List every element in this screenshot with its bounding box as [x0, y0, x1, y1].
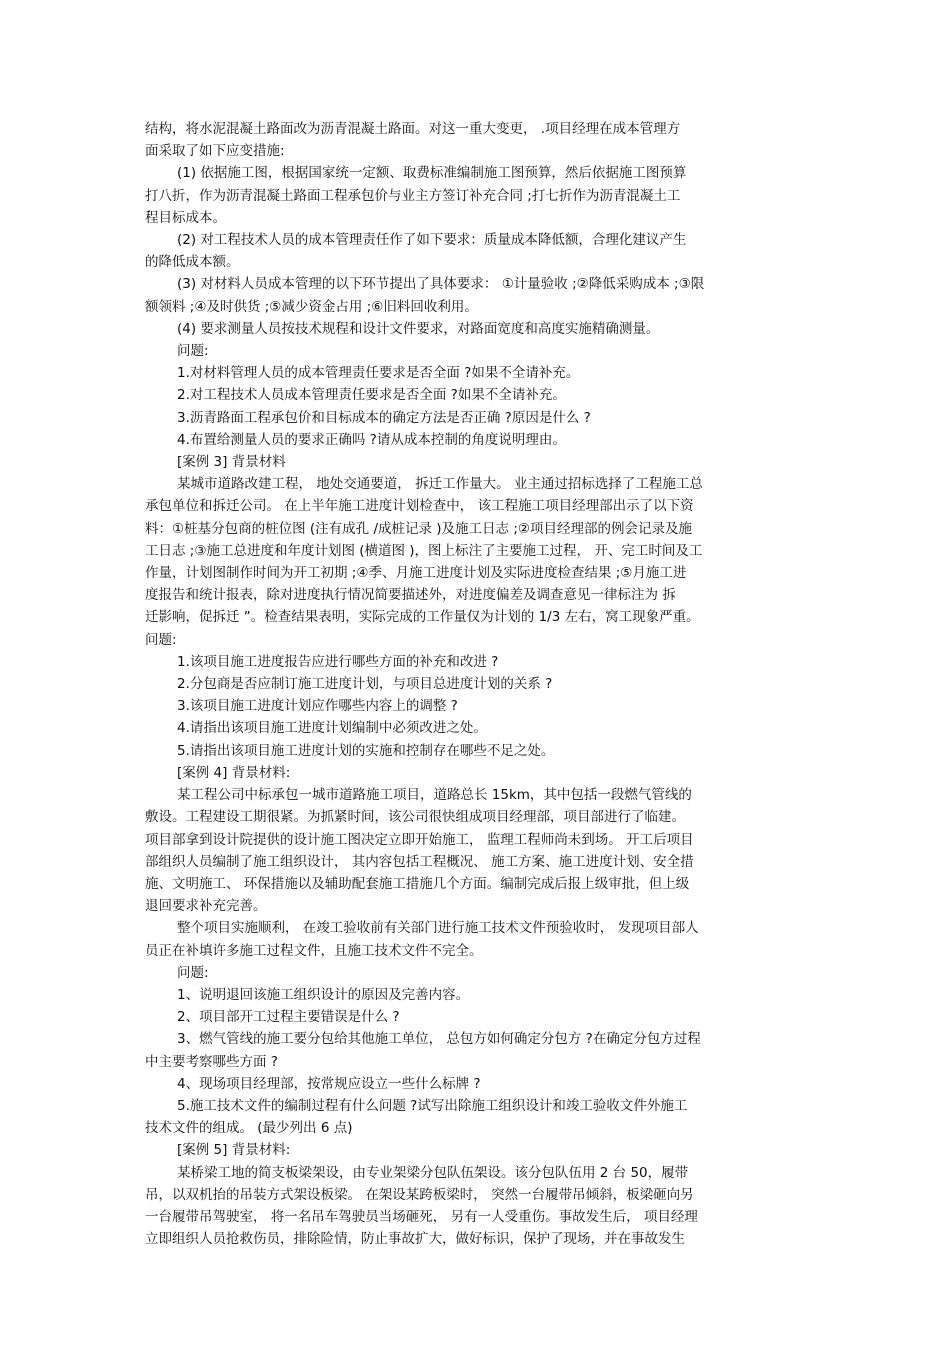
text-line: 度报告和统计报表，除对进度执行情况简要描述外，对进度偏差及调查意见一律标注为 拆: [145, 587, 676, 604]
text-line: 问题:: [177, 343, 209, 360]
text-line: 2.对工程技术人员成本管理责任要求是否全面 ?如果不全请补充。: [177, 387, 566, 404]
text-line: 打八折，作为沥青混凝土路面工程承包价与业主方签订补充合同 ;打七折作为沥青混凝土工: [145, 187, 681, 204]
text-line: 1.该项目施工进度报告应进行哪些方面的补充和改进 ?: [177, 653, 499, 670]
text-line: 退回要求补充完善。: [145, 898, 267, 915]
text-line: 5.请指出该项目施工进度计划的实施和控制存在哪些不足之处。: [177, 742, 555, 759]
text-line: 部组织人员编制了施工组织设计， 其内容包括工程概况、 施工方案、施工进度计划、安全措: [145, 853, 694, 870]
text-line: 4.布置给测量人员的要求正确吗 ?请从成本控制的角度说明理由。: [177, 431, 566, 448]
text-line: 一台履带吊驾驶室， 将一名吊车驾驶员当场砸死， 另有一人受重伤。事故发生后， 项目经理: [145, 1208, 698, 1225]
text-line: 中主要考察哪些方面 ?: [145, 1053, 278, 1070]
text-line: 1.对材料管理人员的成本管理责任要求是否全面 ?如果不全请补充。: [177, 365, 580, 382]
text-line: 料：①桩基分包商的桩位图 (注有成孔 /成桩记录 )及施工日志 ;②项目经理部的例会记录及施: [145, 520, 692, 537]
text-line: 立即组织人员抢救伤员，排除险情，防止事故扩大，做好标识，保护了现场，并在事故发生: [145, 1231, 685, 1248]
text-line: 额领料 ;④及时供货 ;⑤减少资金占用 ;⑥旧料回收利用。: [145, 298, 478, 315]
text-line: 2.分包商是否应制订施工进度计划，与项目总进度计划的关系 ?: [177, 676, 553, 693]
text-line: 问题:: [145, 631, 177, 648]
text-line: (2) 对工程技术人员的成本管理责任作了如下要求：质量成本降低额，合理化建议产生: [177, 232, 687, 249]
text-line: 的降低成本额。: [145, 254, 240, 271]
text-line: 问题:: [177, 964, 209, 981]
text-line: 某桥梁工地的简支板梁架设，由专业架梁分包队伍架设。该分包队伍用 2 台 50，履带: [177, 1164, 689, 1181]
text-line: (4) 要求测量人员按技术规程和设计文件要求，对路面宽度和高度实施精确测量。: [177, 320, 660, 337]
text-line: 结构，将水泥混凝土路面改为沥青混凝土路面。对这一重大变更， .项目经理在成本管理方: [145, 121, 681, 137]
text-line: 3.沥青路面工程承包价和目标成本的确定方法是否正确 ?原因是什么 ?: [177, 409, 591, 426]
text-line: 整个项目实施顺利， 在竣工验收前有关部门进行施工技术文件预验收时， 发现项目部人: [177, 920, 699, 937]
text-line: 敷设。工程建设工期很紧。为抓紧时间，该公司很快组成项目经理部，项目部进行了临建。: [145, 809, 685, 826]
text-line: (3) 对材料人员成本管理的以下环节提出了具体要求： ①计量验收 ;②降低采购成本 ;③限: [177, 276, 705, 293]
text-line: [案例 4] 背景材料:: [177, 764, 291, 781]
text-line: 某工程公司中标承包一城市道路施工项目，道路总长 15km，其中包括一段燃气管线的: [177, 787, 692, 804]
text-line: [案例 5] 背景材料:: [177, 1142, 291, 1159]
text-line: 施、文明施工、 环保措施以及辅助配套施工措施几个方面。编制完成后报上级审批，但上级: [145, 875, 690, 892]
text-line: 4、现场项目经理部，按常规应设立一些什么标牌 ?: [177, 1075, 481, 1092]
text-line: 3.该项目施工进度计划应作哪些内容上的调整 ?: [177, 698, 458, 715]
text-line: [案例 3] 背景材料: [177, 454, 286, 471]
text-line: 工日志 ;③施工总进度和年度计划图 (横道图 )，图上标注了主要施工过程， 开、完工时间及工: [145, 542, 703, 559]
text-line: 4.请指出该项目施工进度计划编制中必须改进之处。: [177, 720, 487, 737]
document-body: [145, 118, 805, 1250]
text-line: (1) 依据施工图，根据国家统一定额、取费标准编制施工图预算，然后依据施工图预算: [177, 165, 687, 182]
text-line: 技术文件的组成。 (最少列出 6 点): [145, 1120, 353, 1137]
text-line: 项目部拿到设计院提供的设计施工图决定立即开始施工， 监理工程师尚未到场。 开工后项目: [145, 831, 694, 848]
text-line: 迁影响，促拆迁 ”。检查结果表明，实际完成的工作量仅为计划的 1/3 左右，窝工现象严重。: [145, 609, 700, 626]
text-line: 2、项目部开工过程主要错误是什么 ?: [177, 1009, 400, 1026]
text-line: 面采取了如下应变措施:: [145, 143, 285, 160]
text-line: 1、说明退回该施工组织设计的原因及完善内容。: [177, 986, 470, 1003]
text-line: 3、燃气管线的施工要分包给其他施工单位， 总包方如何确定分包方 ?在确定分包方过程: [177, 1031, 701, 1048]
text-line: 承包单位和拆迁公司。 在上半年施工进度计划检查中， 该工程施工项目经理部出示了以下资: [145, 498, 694, 515]
text-line: 5.施工技术文件的编制过程有什么问题 ?试写出除施工组织设计和竣工验收文件外施工: [177, 1097, 688, 1114]
text-line: 作量，计划图制作时间为开工初期 ;④季、月施工进度计划及实际进度检查结果 ;⑤月施工进: [145, 565, 687, 582]
text-line: 某城市道路改建工程， 地处交通要道， 拆迁工作量大。 业主通过招标选择了工程施工总: [177, 476, 703, 493]
text-line: 吊，以双机抬的吊装方式架设板梁。 在架设某跨板梁时， 突然一台履带吊倾斜，板梁砸向另: [145, 1186, 694, 1203]
text-line: 程目标成本。: [145, 209, 226, 226]
text-line: 员正在补填许多施工过程文件，且施工技术文件不完全。: [145, 942, 483, 959]
